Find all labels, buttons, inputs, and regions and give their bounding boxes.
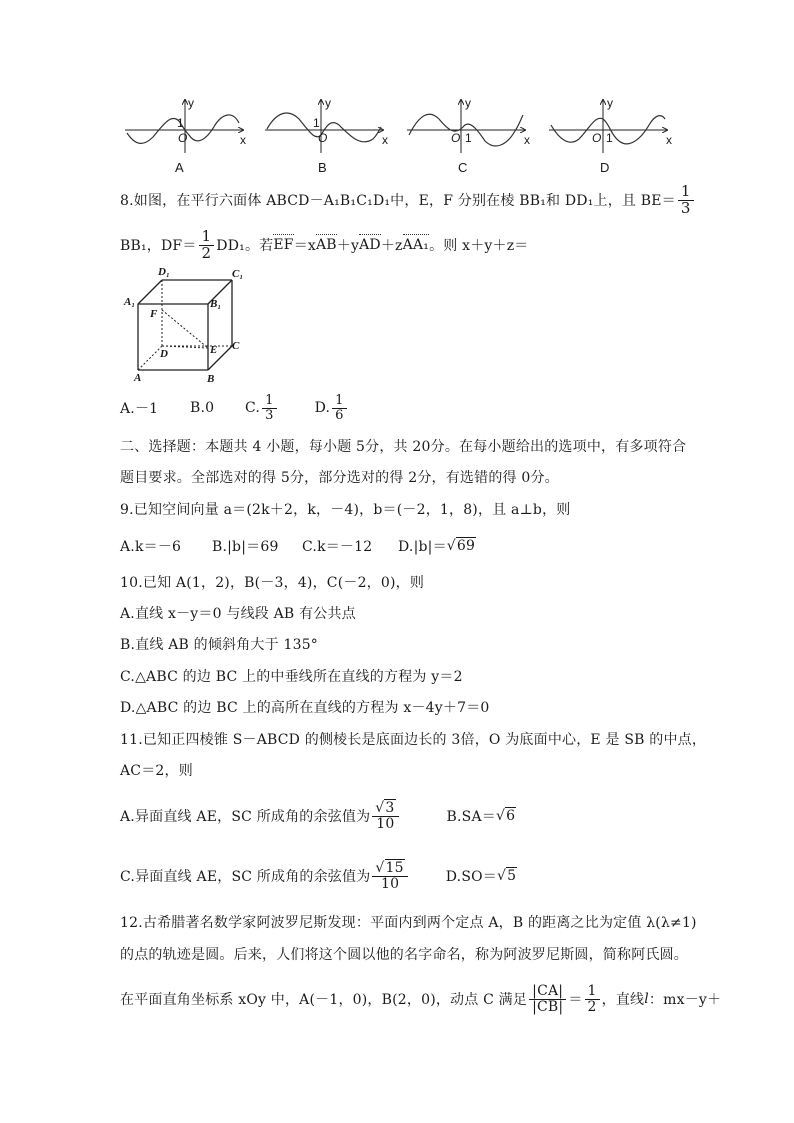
q12-line3-a: 在平面直角坐标系 xOy 中，A(－1，0)，B(2，0)，动点 C 满足 [120, 992, 528, 1008]
graph-b-y-label: y [325, 96, 331, 110]
q8-line2-a: BB₁，DF＝ [120, 238, 197, 254]
q8-option-d-den: 6 [335, 407, 344, 423]
q8-option-c-frac [262, 394, 276, 422]
q9-stem: 9.已知空间向量 a＝(2k＋2，k，－4)，b＝(－2，1，8)，且 a⊥b，则 [120, 502, 571, 518]
graph-option-b: B [318, 160, 327, 175]
q8-line1-text: 8.如图，在平行六面体 ABCD－A₁B₁C₁D₁中，E，F 分别在棱 BB₁和 DD₁上，且 BE＝ [120, 193, 676, 209]
vector-ef: EF [273, 237, 294, 253]
q8-eq-part1: ＝x [293, 238, 316, 254]
q10-option-b: B.直线 AB 的倾斜角大于 135° [120, 637, 319, 653]
cube-label-b1: B₁ [210, 298, 222, 310]
q8-option-b: B.0 [190, 400, 215, 416]
graph-option-a: A [175, 160, 184, 175]
q8-line1 [120, 180, 696, 220]
vector-ad: AD [359, 237, 381, 253]
q8-eq-part2: ＋y [336, 238, 360, 254]
q12-line3 [120, 974, 721, 1024]
q12-ratio-num: |CA| [529, 984, 566, 1000]
q8-line2-c: 。则 x＋y＋z＝ [429, 238, 529, 254]
vector-ab: AB [315, 237, 337, 253]
q8-fraction-one-half [199, 226, 215, 262]
q8-option-d-num: 1 [332, 394, 346, 409]
cube-label-f: F [150, 308, 158, 320]
q8-option-c-prefix: C. [245, 400, 261, 416]
q12-line1: 12.古希腊著名数学家阿波罗尼斯发现：平面内到两个定点 A，B 的距离之比为定值 λ(λ≠1) [120, 915, 697, 931]
cube-label-c: C [232, 340, 240, 352]
q11-option-b-prefix: B.SA＝ [446, 809, 496, 825]
q11-option-b-sqrt: √6 [495, 808, 516, 824]
graph-c-tick: 1 [465, 131, 472, 145]
q11-option-d-rad: 5 [507, 868, 517, 884]
q8-option-c-den: 3 [265, 407, 274, 423]
q10-option-d: D.△ABC 的边 BC 上的高所在直线的方程为 x－4y＋7＝0 [120, 700, 490, 716]
q8-option-a: A.－1 [120, 401, 159, 417]
q11-option-c-prefix: C.异面直线 AE，SC 所成角的余弦值为 [120, 869, 371, 885]
q8-option-d-frac [332, 394, 346, 422]
q8-frac2-den: 2 [201, 243, 212, 262]
q9-option-a: A.k＝－6 [120, 539, 182, 555]
q12-ratio-frac [529, 984, 566, 1014]
graph-option-d: D [600, 160, 610, 175]
q8-options [120, 390, 349, 426]
graph-d-x-label: x [666, 133, 672, 147]
q11-option-a-den: 10 [376, 815, 395, 832]
cube-label-a: A [134, 372, 142, 384]
q11-option-a-prefix: A.异面直线 AE，SC 所成角的余弦值为 [120, 809, 371, 825]
q12-ratio-den: |CB| [532, 998, 564, 1015]
q11-option-c-rad: 15 [385, 859, 404, 876]
q9-option-d-sqrt: √69 [446, 538, 476, 554]
cube-label-d1: D₁ [158, 266, 170, 278]
graph-a-x-label: x [240, 133, 246, 147]
q9-option-c: C.k＝－12 [302, 539, 373, 555]
section2-line2: 题目要求。全部选对的得 5分，部分选对的得 2分，有选错的得 0分。 [120, 470, 559, 486]
graph-d-y-label: y [607, 96, 613, 110]
q8-eq-part3: ＋z [380, 238, 403, 254]
q11-options-cd [120, 852, 517, 900]
q9-option-d-rad: 69 [456, 538, 476, 554]
q8-option-d-prefix: D. [314, 400, 331, 416]
q11-option-b-rad: 6 [506, 808, 516, 824]
q11-option-a-rad: 3 [385, 799, 395, 816]
q11-option-a-frac [372, 801, 398, 831]
q8-option-c-num: 1 [262, 394, 276, 409]
section2-line1: 二、选择题：本题共 4 小题，每小题 5分，共 20分。在每小题给出的选项中，有多项符合 [120, 439, 687, 455]
q8-line2 [120, 225, 529, 265]
q12-half-frac [585, 984, 600, 1014]
graph-a-origin: O [178, 131, 188, 145]
q8-frac1-den: 3 [680, 198, 691, 217]
graph-a [125, 100, 243, 153]
q12-half-den: 2 [587, 998, 597, 1015]
q11-option-c-den: 10 [380, 875, 400, 892]
q9-option-d-prefix: D.|b|＝ [398, 539, 447, 555]
q11-option-c-frac [372, 861, 407, 891]
q11-option-a-num: √3 [372, 801, 398, 817]
graph-c-origin: O [451, 131, 461, 145]
graph-d-origin: O [592, 131, 602, 145]
graph-a-y-label: y [188, 96, 194, 110]
vector-aa1: AA₁ [402, 237, 430, 253]
cube-label-e: E [210, 344, 218, 356]
function-graphs [115, 95, 675, 185]
parallelepiped-diagram [120, 268, 250, 388]
q10-option-c: C.△ABC 的边 BC 上的中垂线所在直线的方程为 y＝2 [120, 669, 463, 685]
q11-options-ab [120, 792, 516, 840]
q12-eq: ＝ [568, 992, 583, 1008]
q9-option-b: B.|b|＝69 [212, 539, 279, 555]
cube-label-d: D [160, 348, 168, 360]
graph-c-x-label: x [524, 133, 530, 147]
graph-b-origin: O [318, 131, 328, 145]
graph-a-tick: 1 [177, 116, 184, 130]
q11-option-d-sqrt: √5 [497, 868, 517, 884]
cube-label-b: B [207, 373, 215, 385]
graph-c-y-label: y [465, 96, 471, 110]
graph-option-c: C [458, 160, 468, 175]
cube-label-c1: C₁ [232, 268, 244, 280]
q10-stem: 10.已知 A(1，2)，B(－3，4)，C(－2，0)，则 [120, 575, 425, 591]
q12-half-num: 1 [585, 984, 600, 1000]
q11-stem-line2: AC＝2，则 [120, 763, 193, 779]
graph-b-x-label: x [382, 133, 388, 147]
cube-label-a1: A₁ [124, 296, 136, 308]
q12-line-l: l [644, 991, 649, 1007]
graph-b-tick: 1 [313, 116, 320, 130]
q8-frac1-num: 1 [678, 184, 694, 201]
q10-option-a: A.直线 x－y＝0 与线段 AB 有公共点 [120, 606, 356, 622]
q12-line3-c: ：mx－y＋ [648, 992, 722, 1008]
q8-line2-b: DD₁。若 [216, 238, 274, 254]
q8-fraction-one-third [678, 181, 694, 217]
q11-option-c-num: √15 [372, 861, 407, 877]
q8-frac2-num: 1 [199, 229, 215, 246]
q11-stem-line1: 11.已知正四棱锥 S－ABCD 的侧棱长是底面边长的 3倍，O 为底面中心，E 是 SB 的中点， [120, 732, 707, 748]
graph-d-tick: 1 [606, 131, 613, 145]
q12-line3-b: ，直线 [601, 992, 645, 1008]
q11-option-d-prefix: D.SO＝ [445, 869, 497, 885]
graph-b [265, 100, 383, 153]
q9-options [120, 536, 476, 556]
q12-line2: 的点的轨迹是圆。后来，人们将这个圆以他的名字命名，称为阿波罗尼斯圆，简称阿氏圆。 [120, 947, 688, 963]
